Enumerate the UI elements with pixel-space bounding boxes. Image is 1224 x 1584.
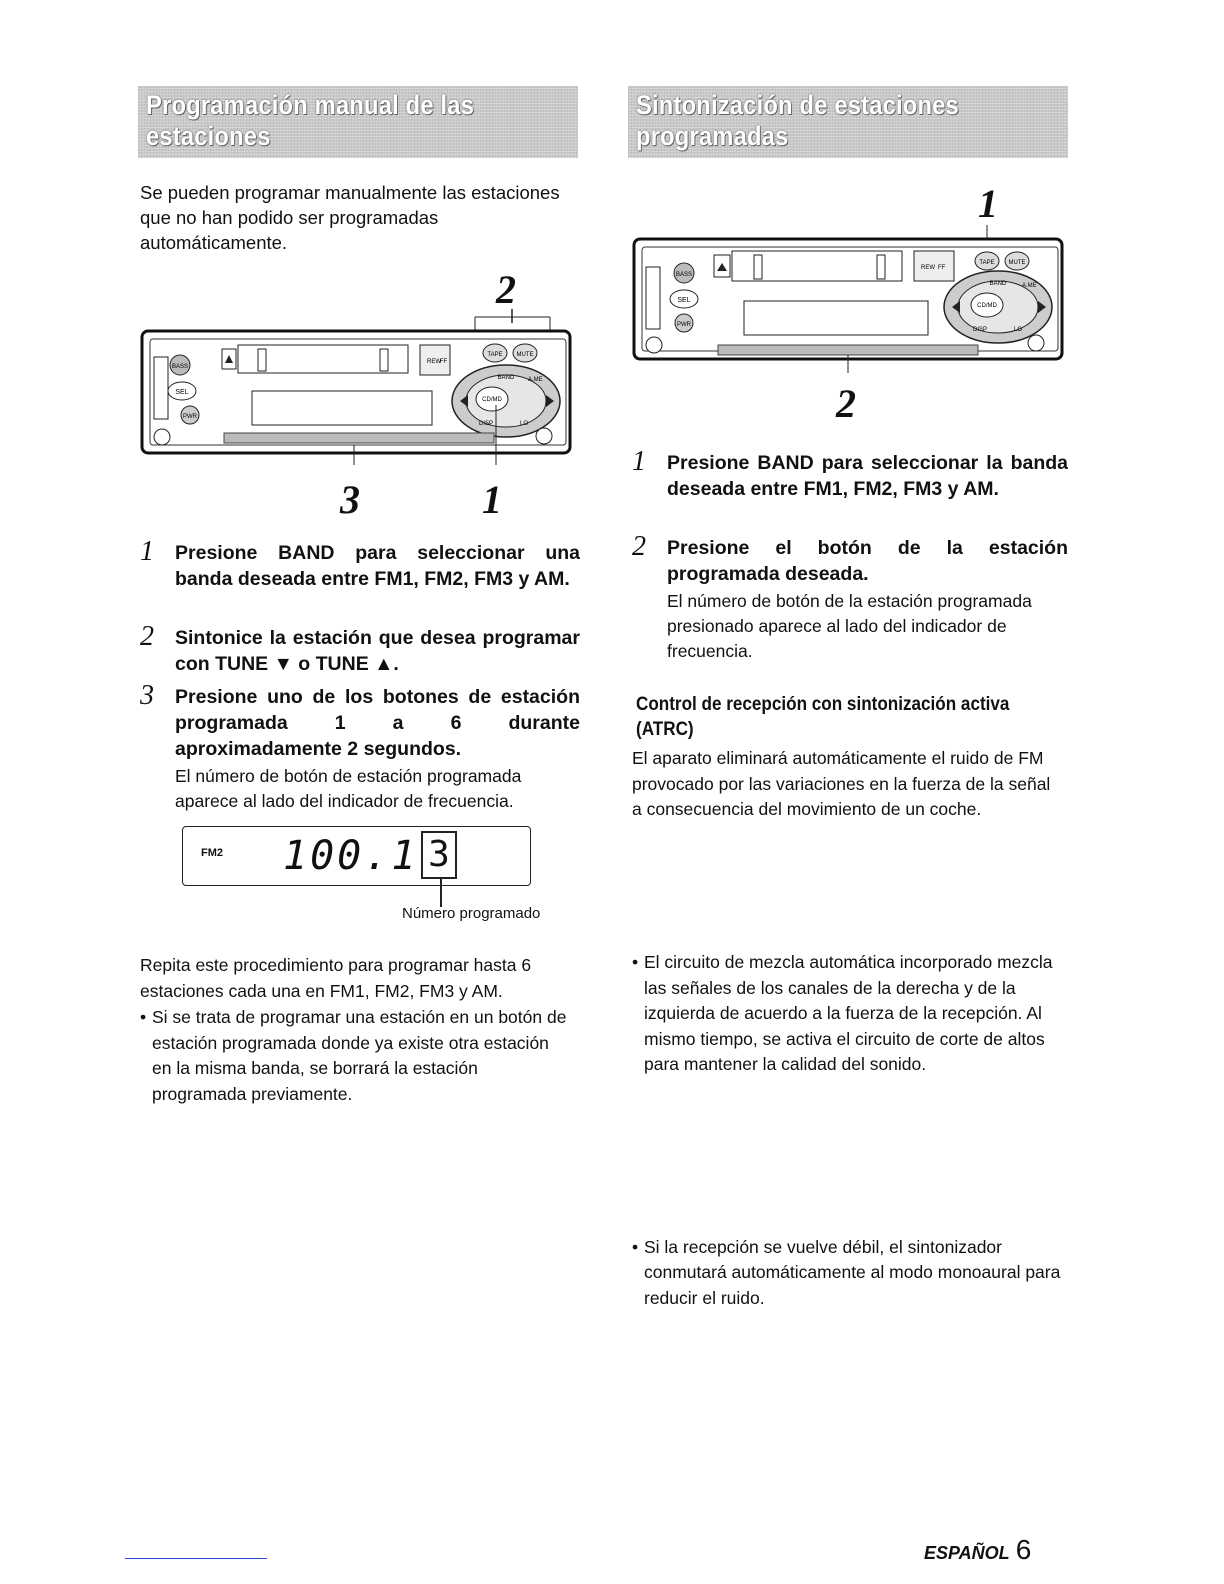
atrc-subheading: Control de recepción con sintonización activa (ATRC) xyxy=(636,694,1010,740)
atrc-text: El aparato eliminará automáticamente el ruido de FM provocado por las variaciones en la fuerza de la señal a consecuencia del movimiento de un coche. xyxy=(632,748,1051,819)
callout-number: 1 xyxy=(482,477,502,522)
sel-button-label: SEL xyxy=(677,297,691,304)
note-bullet: • Si se trata de programar una estación en un botón de estación programada donde ya existe otra estación en la misma banda, se borrará la estación programada previamente. xyxy=(140,1005,572,1107)
step xyxy=(140,621,580,677)
step-number: 2 xyxy=(632,531,646,562)
ame-button-label: A.ME xyxy=(1022,283,1037,289)
car-stereo-illustration xyxy=(140,305,580,465)
step-body: El número de botón de la estación programada presionado aparece al lado del indicador de frecuencia. xyxy=(667,591,1032,661)
disp-button-label: DISP xyxy=(972,327,988,333)
callout-number: 1 xyxy=(978,181,998,226)
step xyxy=(632,531,1068,664)
step-number: 1 xyxy=(632,446,646,477)
band-button-label: BAND xyxy=(497,375,515,381)
step-title: Presione el botón de la estación programada deseada. xyxy=(667,537,1068,585)
step xyxy=(140,536,580,592)
callout-number: 2 xyxy=(836,381,856,426)
section-heading-banner xyxy=(138,86,578,158)
cd-md-button-label: CD/MD xyxy=(482,397,502,403)
tape-button-label: TAPE xyxy=(487,352,503,358)
repeat-text: Repita este procedimiento para programar hasta 6 estaciones cada una en FM1, FM2, FM3 y AM. xyxy=(140,955,532,1001)
step-title: Sintonice la estación que desea programar con TUNE ▼ o TUNE ▲. xyxy=(175,627,580,675)
step-number: 3 xyxy=(140,680,154,711)
section-heading: Sintonización de estaciones programadas xyxy=(636,90,959,151)
tape-button-label: TAPE xyxy=(979,260,995,266)
section-heading-banner xyxy=(628,86,1068,158)
lcd-caption: Número programado xyxy=(402,905,541,922)
ff-button-label: FF xyxy=(440,359,448,365)
step xyxy=(140,680,580,814)
step-body: El número de botón de estación programada aparece al lado del indicador de frecuencia. xyxy=(175,766,522,811)
pwr-button-label: PWR xyxy=(677,322,691,328)
step-title: Presione BAND para seleccionar una banda deseada entre FM1, FM2, FM3 y AM. xyxy=(175,542,580,590)
lcd-display-illustration xyxy=(182,826,531,886)
atrc-bullet: • El circuito de mezcla automática incorporado mezcla las señales de los canales de la derecha y de la izquierda de acuerdo a la fuerza de la recepción. Al mismo tiempo, se activa el circuito de corte de altos para mantener la calidad del sonido. xyxy=(632,950,1064,1078)
page-number: 6 xyxy=(1015,1534,1032,1565)
callout-number: 2 xyxy=(496,267,516,312)
mute-button-label: MUTE xyxy=(516,352,534,358)
ame-button-label: A.ME xyxy=(528,377,543,383)
sel-button-label: SEL xyxy=(175,389,189,396)
car-stereo-illustration xyxy=(632,225,1072,375)
step xyxy=(632,446,1068,502)
rew-button-label: REW xyxy=(921,265,935,271)
footer-rule xyxy=(125,1558,267,1559)
ff-button-label: FF xyxy=(938,265,946,271)
cd-md-button-label: CD/MD xyxy=(977,303,997,309)
step-number: 2 xyxy=(140,621,154,652)
pwr-button-label: PWR xyxy=(183,414,197,420)
band-button-label: BAND xyxy=(989,281,1007,287)
bass-button-label: BASS xyxy=(675,272,693,278)
intro-text: Se pueden programar manualmente las estaciones que no han podido ser programadas automáticamente. xyxy=(140,182,560,253)
lcd-preset-number: 3 xyxy=(421,831,457,879)
section-heading: Programación manual de las estaciones xyxy=(146,90,475,151)
page-footer xyxy=(924,1534,1031,1566)
callout-line xyxy=(440,877,442,907)
step-title: Presione BAND para seleccionar la banda deseada entre FM1, FM2, FM3 y AM. xyxy=(667,452,1068,500)
rew-button-label: REW xyxy=(427,359,441,365)
lcd-frequency: 100.1 xyxy=(283,833,419,879)
mute-button-label: MUTE xyxy=(1008,260,1026,266)
callout-number: 3 xyxy=(340,477,360,522)
language-label: ESPAÑOL xyxy=(924,1543,1010,1563)
step-title: Presione uno de los botones de estación programada 1 a 6 durante aproximadamente 2 segundos. xyxy=(175,686,580,760)
bass-button-label: BASS xyxy=(171,364,189,370)
lo-button-label: LO xyxy=(1013,327,1023,333)
disp-button-label: DISP xyxy=(478,421,494,427)
step-number: 1 xyxy=(140,536,154,567)
lo-button-label: LO xyxy=(519,421,529,427)
atrc-bullet: • Si la recepción se vuelve débil, el sintonizador conmutará automáticamente al modo monoaural para reducir el ruido. xyxy=(632,1235,1064,1312)
lcd-band: FM2 xyxy=(201,847,223,859)
